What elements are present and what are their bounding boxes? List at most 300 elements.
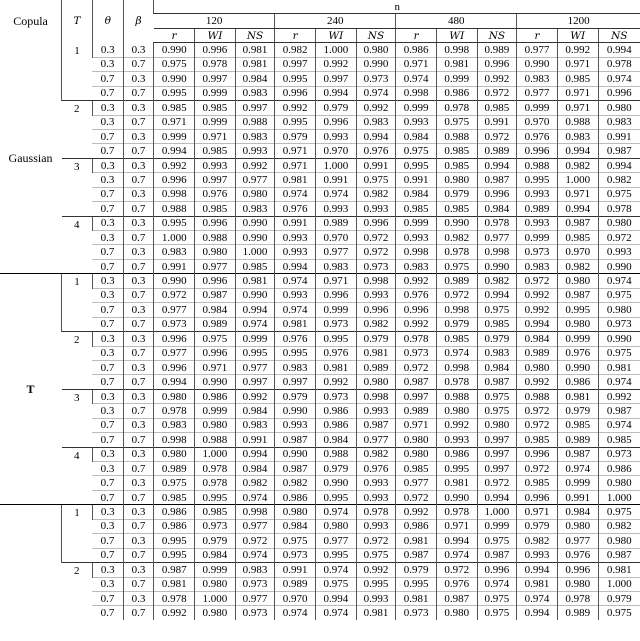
value-cell: 0.998 [436,303,477,317]
value-cell: 0.993 [436,433,477,447]
value-cell: 0.974 [316,187,357,201]
table-row [0,591,640,605]
value-cell: 0.982 [356,187,396,201]
value-cell: 0.993 [356,288,396,302]
value-cell: 0.975 [436,115,477,129]
value-cell: 0.983 [235,129,275,143]
value-cell: 0.986 [396,519,437,533]
value-cell: 0.990 [235,216,275,230]
value-cell: 0.982 [517,534,558,548]
value-cell: 0.987 [396,548,437,562]
value-cell: 0.972 [356,534,396,548]
value-cell: 0.991 [598,129,640,143]
value-cell: 0.976 [436,577,477,591]
value-cell: 0.994 [154,144,195,158]
value-cell: 0.999 [517,101,558,115]
value-cell: 0.990 [598,259,640,273]
value-cell: 0.985 [154,101,195,115]
value-cell: 0.993 [517,548,558,562]
value-cell: 0.974 [275,606,316,620]
value-cell: 0.971 [436,519,477,533]
value-cell: 0.980 [275,505,316,519]
beta-cell: 0.7 [123,375,154,389]
table-row [0,274,640,288]
value-cell: 0.999 [154,129,195,143]
value-cell: 0.988 [436,129,477,143]
value-cell: 0.995 [557,303,598,317]
beta-cell: 0.3 [123,245,154,259]
table-row [0,519,640,533]
value-cell: 0.979 [557,404,598,418]
value-cell: 0.995 [275,72,316,86]
value-cell: 0.987 [477,375,517,389]
theta-cell: 0.3 [92,462,123,476]
table-row [0,548,640,562]
value-cell: 0.976 [195,187,236,201]
value-cell: 0.983 [316,259,357,273]
value-cell: 0.974 [517,591,558,605]
value-cell: 0.985 [517,476,558,490]
value-cell: 0.973 [396,606,437,620]
value-cell: 0.982 [436,231,477,245]
value-cell: 0.983 [557,129,598,143]
value-cell: 0.986 [436,86,477,100]
value-cell: 0.995 [154,216,195,230]
beta-cell: 0.7 [123,433,154,447]
beta-cell: 0.3 [123,447,154,461]
metric-header: r [154,28,195,42]
value-cell: 0.980 [396,447,437,461]
value-cell: 0.982 [477,274,517,288]
value-cell: 0.978 [557,591,598,605]
value-cell: 0.991 [235,433,275,447]
table-row [0,375,640,389]
value-cell: 0.979 [396,563,437,577]
value-cell: 0.990 [235,231,275,245]
value-cell: 0.984 [396,187,437,201]
beta-cell: 0.3 [123,72,154,86]
value-cell: 0.995 [396,577,437,591]
value-cell: 0.997 [477,447,517,461]
value-cell: 0.995 [275,346,316,360]
value-cell: 0.996 [195,216,236,230]
value-cell: 0.989 [557,433,598,447]
value-cell: 0.992 [154,606,195,620]
value-cell: 0.994 [598,158,640,172]
beta-cell: 0.3 [123,591,154,605]
value-cell: 0.983 [598,115,640,129]
t-label: 1 [62,43,93,101]
value-cell: 0.996 [195,274,236,288]
value-cell: 0.985 [598,433,640,447]
value-cell: 0.992 [557,43,598,57]
metric-header: NS [356,28,396,42]
value-cell: 0.993 [517,187,558,201]
table-row [0,360,640,374]
value-cell: 0.985 [517,433,558,447]
value-cell: 0.980 [477,418,517,432]
beta-cell: 0.7 [123,490,154,504]
t-label: 2 [62,563,93,620]
value-cell: 0.972 [517,404,558,418]
value-cell: 0.980 [316,519,357,533]
value-cell: 0.995 [154,86,195,100]
value-cell: 0.975 [356,173,396,187]
value-cell: 0.984 [235,462,275,476]
theta-cell: 0.3 [92,101,123,115]
value-cell: 0.976 [275,202,316,216]
value-cell: 0.971 [316,274,357,288]
value-cell: 0.997 [235,375,275,389]
value-cell: 0.999 [557,476,598,490]
value-cell: 0.975 [477,404,517,418]
value-cell: 0.978 [356,505,396,519]
value-cell: 0.980 [356,43,396,57]
value-cell: 0.990 [436,216,477,230]
table-row [0,231,640,245]
value-cell: 0.996 [598,86,640,100]
value-cell: 0.996 [557,563,598,577]
value-cell: 0.984 [396,129,437,143]
table-row [0,433,640,447]
value-cell: 0.976 [316,346,357,360]
value-cell: 0.993 [356,202,396,216]
value-cell: 0.985 [436,144,477,158]
value-cell: 0.987 [477,173,517,187]
value-cell: 0.985 [557,231,598,245]
metric-header: NS [598,28,640,42]
value-cell: 0.981 [316,360,357,374]
value-cell: 0.974 [598,375,640,389]
value-cell: 0.986 [436,447,477,461]
value-cell: 0.994 [316,86,357,100]
value-cell: 0.980 [235,187,275,201]
value-cell: 0.981 [154,577,195,591]
value-cell: 0.975 [436,259,477,273]
value-cell: 0.992 [316,57,357,71]
value-cell: 0.980 [557,274,598,288]
value-cell: 0.975 [356,548,396,562]
beta-cell: 0.7 [123,288,154,302]
theta-cell: 0.3 [92,389,123,403]
beta-cell: 0.3 [123,274,154,288]
value-cell: 0.971 [195,360,236,374]
value-cell: 0.983 [477,346,517,360]
value-cell: 0.989 [557,606,598,620]
beta-cell: 0.3 [123,129,154,143]
beta-cell: 0.7 [123,57,154,71]
value-cell: 0.986 [557,375,598,389]
value-cell: 0.992 [235,389,275,403]
value-cell: 0.972 [517,274,558,288]
value-cell: 0.994 [557,202,598,216]
value-cell: 0.985 [436,202,477,216]
value-cell: 0.982 [356,447,396,461]
value-cell: 0.993 [396,231,437,245]
value-cell: 0.995 [396,158,437,172]
value-cell: 0.996 [517,490,558,504]
value-cell: 0.972 [356,245,396,259]
value-cell: 0.987 [154,563,195,577]
value-cell: 0.971 [557,101,598,115]
theta-cell: 0.3 [92,447,123,461]
value-cell: 0.979 [316,101,357,115]
value-cell: 0.985 [235,259,275,273]
value-cell: 0.983 [235,86,275,100]
value-cell: 0.973 [598,317,640,331]
value-cell: 0.973 [235,606,275,620]
theta-cell: 0.7 [92,418,123,432]
value-cell: 0.986 [396,43,437,57]
value-cell: 0.973 [316,317,357,331]
value-cell: 0.990 [195,375,236,389]
theta-cell: 0.3 [92,57,123,71]
value-cell: 0.986 [154,505,195,519]
value-cell: 0.993 [316,202,357,216]
value-cell: 0.994 [235,303,275,317]
value-cell: 0.971 [275,158,316,172]
value-cell: 0.980 [517,360,558,374]
value-cell: 0.971 [557,57,598,71]
value-cell: 0.981 [275,317,316,331]
value-cell: 0.994 [477,158,517,172]
value-cell: 0.996 [477,57,517,71]
value-cell: 0.996 [275,86,316,100]
value-cell: 0.974 [598,274,640,288]
beta-header: β [123,0,154,43]
value-cell: 0.975 [477,606,517,620]
value-cell: 0.982 [275,43,316,57]
value-cell: 0.973 [316,389,357,403]
value-cell: 0.990 [275,404,316,418]
value-cell: 0.996 [356,216,396,230]
value-cell: 0.999 [477,519,517,533]
value-cell: 0.992 [396,274,437,288]
value-cell: 0.978 [436,245,477,259]
value-cell: 0.996 [316,288,357,302]
value-cell: 0.984 [477,360,517,374]
t-label: 3 [62,389,93,447]
value-cell: 0.978 [598,57,640,71]
value-cell: 0.988 [195,231,236,245]
value-cell: 0.974 [316,505,357,519]
beta-cell: 0.3 [123,216,154,230]
table-row [0,202,640,216]
value-cell: 0.979 [275,389,316,403]
table-row [0,173,640,187]
value-cell: 0.972 [477,476,517,490]
value-cell: 0.989 [154,462,195,476]
value-cell: 0.998 [154,187,195,201]
value-cell: 0.989 [275,577,316,591]
beta-cell: 0.7 [123,606,154,620]
value-cell: 0.978 [436,101,477,115]
value-cell: 0.982 [557,259,598,273]
metric-header: NS [477,28,517,42]
beta-cell: 0.3 [123,158,154,172]
value-cell: 0.981 [356,606,396,620]
value-cell: 0.972 [517,462,558,476]
value-cell: 0.977 [477,231,517,245]
theta-cell: 0.3 [92,43,123,57]
value-cell: 0.970 [557,245,598,259]
value-cell: 0.973 [356,72,396,86]
value-cell: 0.975 [154,476,195,490]
value-cell: 0.993 [356,404,396,418]
value-cell: 0.992 [517,303,558,317]
value-cell: 1.000 [316,43,357,57]
value-cell: 0.977 [517,86,558,100]
value-cell: 0.974 [275,303,316,317]
value-cell: 0.988 [316,447,357,461]
value-cell: 0.988 [154,202,195,216]
value-cell: 0.975 [477,591,517,605]
value-cell: 0.999 [235,332,275,346]
t-label: 4 [62,447,93,505]
value-cell: 0.985 [195,101,236,115]
theta-cell: 0.3 [92,404,123,418]
value-cell: 0.994 [356,129,396,143]
value-cell: 0.994 [517,606,558,620]
theta-cell: 0.7 [92,534,123,548]
value-cell: 0.992 [396,505,437,519]
value-cell: 0.979 [316,462,357,476]
value-cell: 0.979 [356,332,396,346]
table-header [0,0,640,43]
theta-cell: 0.3 [92,346,123,360]
beta-cell: 0.3 [123,505,154,519]
value-cell: 0.978 [195,462,236,476]
table-row [0,144,640,158]
value-cell: 0.982 [598,173,640,187]
value-cell: 0.978 [195,476,236,490]
value-cell: 0.974 [356,86,396,100]
value-cell: 0.986 [195,389,236,403]
value-cell: 0.980 [598,534,640,548]
value-cell: 0.972 [477,86,517,100]
value-cell: 0.975 [598,505,640,519]
theta-cell: 0.7 [92,202,123,216]
value-cell: 0.994 [154,375,195,389]
value-cell: 0.993 [598,245,640,259]
value-cell: 0.999 [195,563,236,577]
value-cell: 0.975 [477,303,517,317]
theta-cell: 0.7 [92,606,123,620]
value-cell: 0.992 [396,317,437,331]
value-cell: 1.000 [195,591,236,605]
value-cell: 0.980 [557,519,598,533]
value-cell: 0.976 [557,346,598,360]
value-cell: 0.973 [356,259,396,273]
theta-cell: 0.3 [92,216,123,230]
value-cell: 0.989 [517,202,558,216]
value-cell: 0.975 [195,332,236,346]
value-cell: 0.994 [316,591,357,605]
value-cell: 0.994 [477,490,517,504]
table-row [0,245,640,259]
theta-cell: 0.3 [92,332,123,346]
value-cell: 0.996 [477,563,517,577]
theta-cell: 0.7 [92,490,123,504]
value-cell: 0.996 [154,332,195,346]
value-cell: 0.982 [598,519,640,533]
value-cell: 0.974 [235,317,275,331]
value-cell: 0.970 [316,144,357,158]
theta-cell: 0.7 [92,375,123,389]
value-cell: 0.980 [557,317,598,331]
t-header: T [62,0,93,43]
value-cell: 1.000 [235,245,275,259]
value-cell: 0.985 [477,101,517,115]
value-cell: 0.995 [436,462,477,476]
theta-cell: 0.7 [92,129,123,143]
value-cell: 0.997 [275,57,316,71]
value-cell: 0.998 [436,43,477,57]
table-row [0,115,640,129]
value-cell: 0.972 [477,129,517,143]
value-cell: 0.989 [396,404,437,418]
n-header: n [154,0,640,14]
theta-cell: 0.7 [92,591,123,605]
beta-cell: 0.7 [123,86,154,100]
beta-cell: 0.7 [123,346,154,360]
table-row [0,418,640,432]
t-label: 1 [62,274,93,332]
value-cell: 0.998 [396,245,437,259]
value-cell: 0.973 [517,245,558,259]
theta-cell: 0.7 [92,187,123,201]
value-cell: 0.981 [396,534,437,548]
value-cell: 0.977 [154,303,195,317]
value-cell: 0.987 [557,288,598,302]
value-cell: 0.976 [517,129,558,143]
value-cell: 0.971 [557,187,598,201]
value-cell: 0.994 [598,43,640,57]
value-cell: 0.974 [275,274,316,288]
value-cell: 0.985 [436,332,477,346]
value-cell: 0.996 [356,303,396,317]
value-cell: 0.999 [436,72,477,86]
t-label: 4 [62,216,93,274]
value-cell: 0.993 [356,591,396,605]
value-cell: 0.991 [396,173,437,187]
value-cell: 0.990 [477,259,517,273]
value-cell: 0.981 [275,173,316,187]
value-cell: 0.972 [235,534,275,548]
value-cell: 0.989 [477,43,517,57]
value-cell: 0.993 [356,519,396,533]
value-cell: 0.993 [275,231,316,245]
value-cell: 0.992 [477,72,517,86]
value-cell: 0.971 [154,115,195,129]
value-cell: 0.970 [275,591,316,605]
value-cell: 0.974 [598,72,640,86]
theta-cell: 0.7 [92,72,123,86]
value-cell: 0.999 [316,303,357,317]
value-cell: 0.971 [195,129,236,143]
value-cell: 0.974 [436,548,477,562]
theta-cell: 0.7 [92,303,123,317]
value-cell: 0.981 [356,346,396,360]
value-cell: 1.000 [316,158,357,172]
value-cell: 0.978 [436,505,477,519]
value-cell: 0.985 [396,462,437,476]
value-cell: 0.992 [316,375,357,389]
value-cell: 0.975 [598,606,640,620]
value-cell: 0.981 [557,389,598,403]
sample-size-header: 480 [396,14,517,28]
value-cell: 0.975 [477,534,517,548]
